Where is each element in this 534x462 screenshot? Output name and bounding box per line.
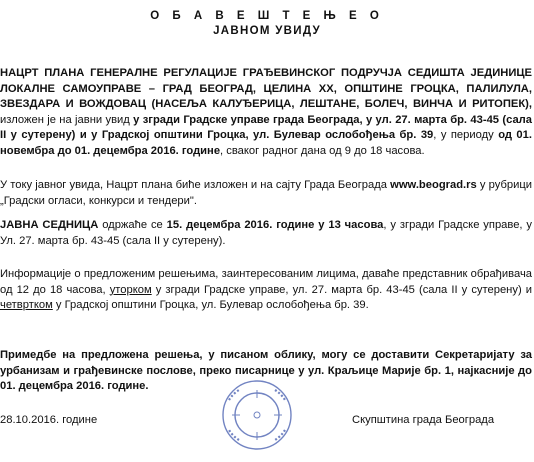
notice-date: 28.10.2016. године — [0, 414, 98, 426]
plan-name: НАЦРТ ПЛАНА ГЕНЕРАЛНЕ РЕГУЛАЦИЈЕ ГРАЂЕВИНСКОГ ПОДРУЧЈА СЕДИШТА ЈЕДИНИЦЕ ЛОКАЛНЕ САМОУПРАВЕ – ГРАД БЕОГРАД, ЦЕЛИНА XX, ОПШТИНЕ ГРОЦКА, ПАЛИЛУЛА, ЗВЕЗДАРА И ВОЖДОВАЦ (НАСЕЉА КАЛУЂЕРИЦА, ЛЕШТАНЕ, БОЛЕЧ, ВИНЧА И РИТОПЕК), — [0, 67, 532, 110]
period-intro: , у периоду — [433, 129, 499, 141]
website-link[interactable]: www.beograd.rs — [390, 179, 477, 191]
working-hours: , сваког радног дана од 9 до 18 часова. — [220, 144, 425, 157]
information-paragraph — [0, 267, 532, 314]
public-session-label: ЈАВНА СЕДНИЦА — [0, 219, 99, 231]
public-session-date: 15. децембра 2016. године у 13 часова — [166, 219, 384, 231]
notice-subtitle: ЈАВНОМ УВИДУ — [213, 25, 321, 37]
thursday-location: у Градској општини Гроцка, ул. Булевар ослобођења бр. 39. — [52, 299, 369, 311]
public-session-verb: одржаће се — [98, 219, 167, 231]
website-intro: У току јавног увида, Нацрт плана биће изложен и на сајту Града Београда — [0, 179, 391, 191]
public-session-location: , у згради Градске управе, у Ул. 27. марта бр. 43-45 (сала II у сутерену). — [0, 219, 533, 247]
exhibition-locations: у згради Градске управе града Београда, у ул. 27. марта бр. 43-45 (сала II у сутерену) и у Градској општини Гроцка, ул. Булевар ослобођења бр. 39 — [0, 113, 532, 141]
plan-announcement-paragraph — [0, 66, 532, 159]
objections-paragraph: Примедбе на предложена решења, у писаном облику, могу се доставити Секретаријату за урбанизам и грађевинске послове, преко писарнице у ул. Краљице Марије бр. 1, најкасније до 01. децембра 2016. године. — [0, 349, 532, 392]
public-session-paragraph — [0, 218, 532, 249]
website-paragraph — [0, 178, 532, 209]
exposure-text: изложен је на јавни увид — [0, 113, 134, 126]
issuer-signature: Скупштина града Београда — [352, 414, 495, 426]
official-stamp-icon — [220, 378, 294, 452]
tuesday-location: у згради Градске управе, ул. 27. марта бр. 43-45 (сала II у сутерену) и — [151, 283, 532, 296]
thursday-text: четвртком — [0, 299, 53, 311]
exhibition-period: од 01. новембра до 01. децембра 2016. године — [0, 129, 532, 157]
tuesday-text: уторком — [109, 283, 152, 296]
notice-title: О Б А В Е Ш Т Е Њ Е О — [150, 10, 384, 22]
information-intro: Информације о предложеним решењима, заинтересованим лицима, даваће представник обрађивача од 12 до 18 часова, — [0, 268, 532, 296]
website-section: у рубрици „Градски огласи, конкурси и тендери". — [0, 179, 532, 207]
